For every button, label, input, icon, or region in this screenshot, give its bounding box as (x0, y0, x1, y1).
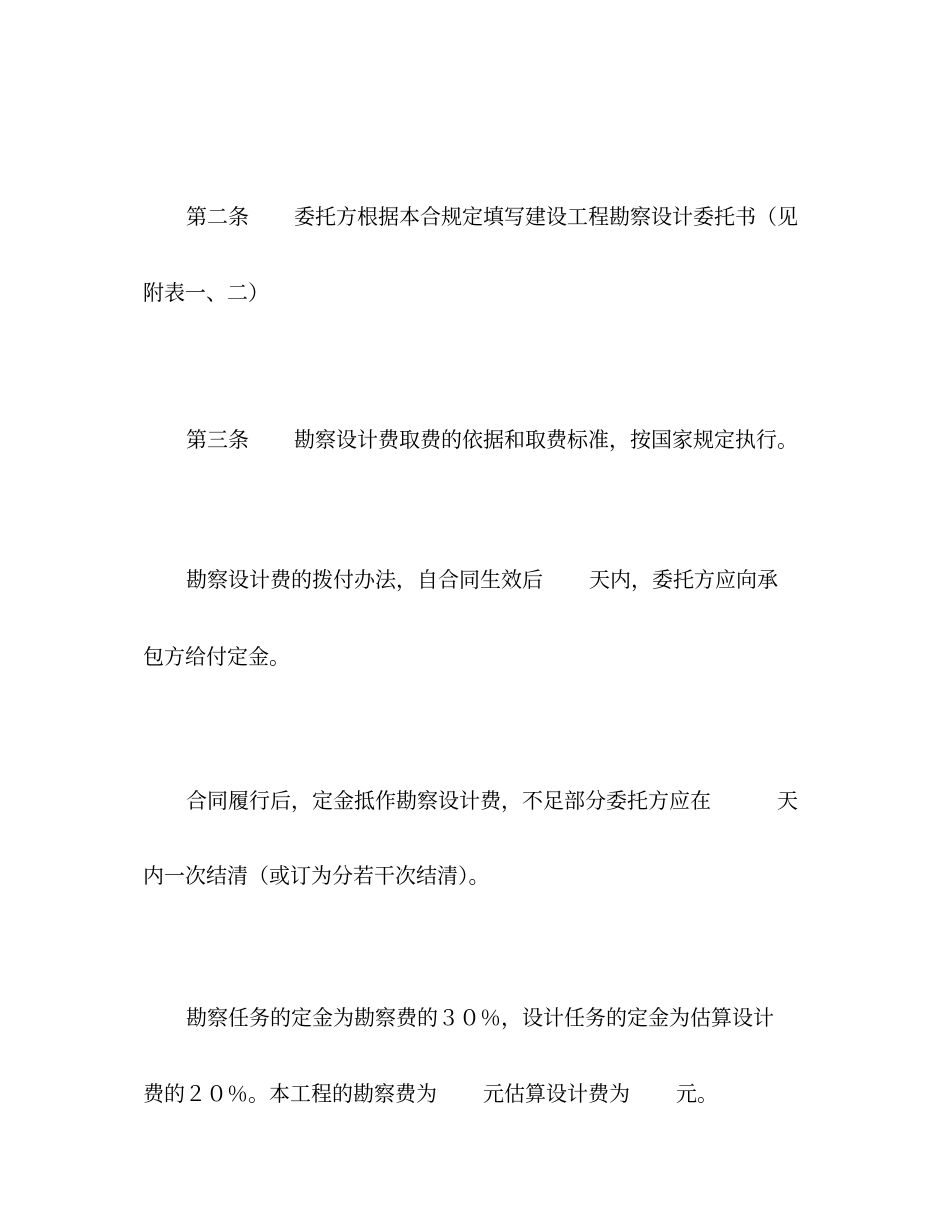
paragraph-article-2-line-1 (186, 203, 798, 231)
deposit-fee-part-2: 元估算设计费为 (483, 1082, 630, 1106)
payment-text-part-1: 勘察设计费的拨付办法，自合同生效后 (186, 568, 543, 592)
paragraph-settlement-line-1 (186, 787, 798, 815)
paragraph-settlement-line-2: 内一次结清（或订为分若干次结清）。 (143, 864, 490, 888)
deposit-fee-part-1: 费的２０％。本工程的勘察费为 (143, 1082, 437, 1106)
article-3-text: 勘察设计费取费的依据和取费标准，按国家规定执行。 (294, 428, 798, 452)
article-2-heading: 第二条 (186, 205, 249, 229)
article-2-text: 委托方根据本合规定填写建设工程勘察设计委托书（见 (294, 205, 798, 229)
settlement-text-part-1: 合同履行后，定金抵作勘察设计费，不足部分委托方应在 (186, 789, 711, 813)
deposit-text: 勘察任务的定金为勘察费的３０％，设计任务的定金为估算设计 (186, 1006, 774, 1030)
payment-text-part-2: 天内，委托方应向承 (589, 568, 778, 592)
paragraph-deposit-line-1 (186, 1004, 798, 1032)
paragraph-article-2-line-2: 附表一、二） (143, 281, 269, 305)
article-3-heading: 第三条 (186, 428, 249, 452)
deposit-fee-part-3: 元。 (676, 1082, 718, 1106)
paragraph-deposit-line-2 (143, 1080, 803, 1108)
paragraph-payment-line-1 (186, 566, 798, 594)
paragraph-article-3-line-1 (186, 426, 798, 454)
settlement-text-part-2: 天 (777, 789, 798, 813)
paragraph-payment-line-2: 包方给付定金。 (143, 645, 290, 669)
